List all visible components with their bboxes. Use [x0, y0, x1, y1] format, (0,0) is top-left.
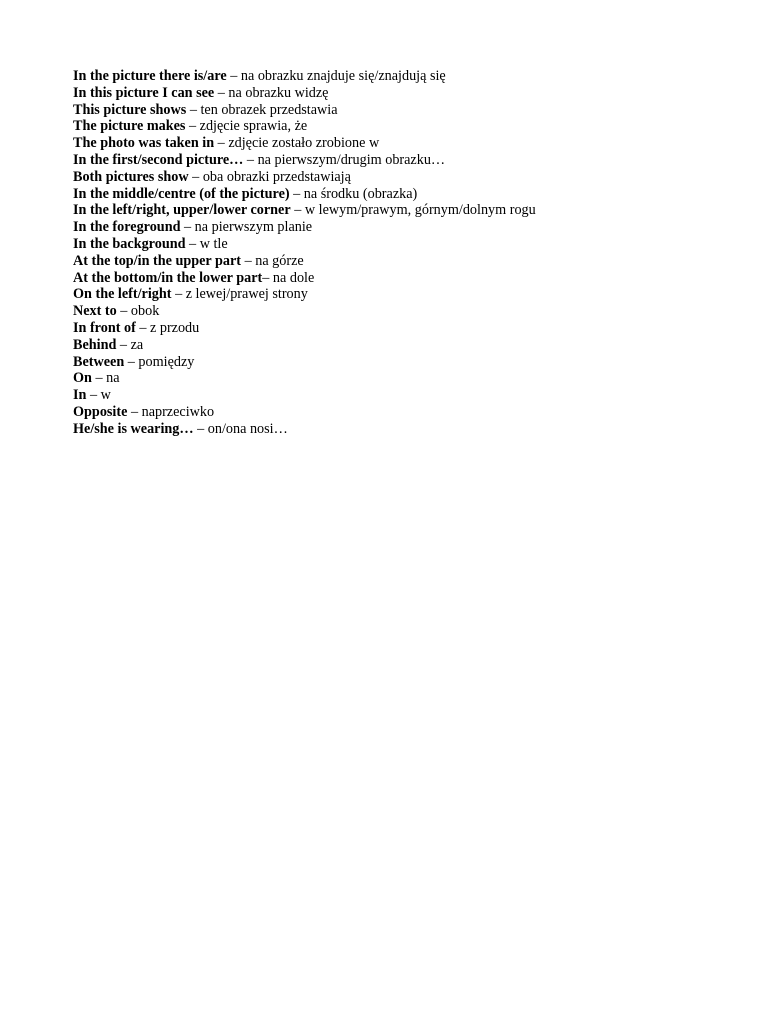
phrase-separator: –	[226, 68, 241, 84]
phrase-row	[73, 421, 536, 438]
phrase-term: In	[73, 387, 87, 404]
phrase-translation: naprzeciwko	[141, 403, 215, 420]
phrase-row	[73, 68, 536, 85]
phrase-translation: z lewej/prawej strony	[185, 286, 308, 303]
phrase-separator: –	[135, 319, 150, 336]
phrase-translation: zdjęcie sprawia, że	[199, 118, 308, 135]
phrase-row	[73, 202, 536, 219]
phrase-translation: na	[106, 370, 120, 387]
phrase-term: In the background	[73, 235, 186, 252]
phrase-term: In the picture there is/are	[73, 68, 227, 84]
phrase-term: In the left/right, upper/lower corner	[73, 202, 291, 219]
phrase-separator: –	[241, 252, 256, 269]
phrase-term: On the left/right	[73, 286, 172, 303]
phrase-row	[73, 118, 536, 135]
phrase-row	[73, 320, 536, 337]
phrase-separator: –	[188, 168, 203, 185]
phrase-term: The photo was taken in	[73, 135, 215, 152]
phrase-list	[73, 68, 536, 438]
phrase-separator: –	[180, 219, 195, 236]
phrase-translation: na obrazku znajduje się/znajdują się	[240, 68, 446, 84]
phrase-row	[73, 219, 536, 236]
phrase-translation: w lewym/prawym, górnym/dolnym rogu	[304, 202, 536, 219]
phrase-row	[73, 270, 536, 287]
phrase-separator: –	[116, 303, 131, 320]
phrase-translation: obok	[130, 303, 160, 320]
phrase-separator: –	[127, 403, 142, 420]
phrase-row	[73, 370, 536, 387]
phrase-separator: –	[214, 135, 229, 152]
phrase-translation: oba obrazki przedstawiają	[202, 168, 351, 185]
phrase-term: He/she is wearing…	[73, 420, 194, 437]
phrase-term: Both pictures show	[73, 168, 189, 185]
phrase-translation: w tle	[199, 235, 228, 252]
phrase-translation: na środku (obrazka)	[303, 185, 418, 202]
phrase-row	[73, 286, 536, 303]
phrase-row	[73, 135, 536, 152]
phrase-separator: –	[91, 370, 107, 387]
phrase-term: In the first/second picture…	[73, 151, 244, 168]
phrase-separator: –	[185, 118, 200, 135]
phrase-term: Between	[73, 353, 125, 370]
phrase-row	[73, 354, 536, 371]
phrase-row	[73, 337, 536, 354]
phrase-translation: na pierwszym planie	[194, 219, 313, 236]
phrase-term: This picture shows	[73, 101, 187, 118]
phrase-term: Behind	[73, 336, 117, 353]
phrase-translation: zdjęcie zostało zrobione w	[228, 135, 380, 152]
phrase-row	[73, 253, 536, 270]
phrase-separator: –	[290, 202, 305, 219]
phrase-separator: –	[289, 185, 304, 202]
phrase-row	[73, 169, 536, 186]
phrase-term: At the top/in the upper part	[73, 252, 242, 269]
phrase-row	[73, 404, 536, 421]
phrase-term: On	[73, 370, 92, 387]
phrase-separator: –	[124, 353, 139, 370]
phrase-row	[73, 303, 536, 320]
phrase-term: In the foreground	[73, 219, 181, 236]
phrase-row	[73, 236, 536, 253]
phrase-separator: –	[243, 151, 258, 168]
phrase-separator: –	[116, 336, 131, 353]
phrase-separator: –	[186, 101, 201, 118]
phrase-term: The picture makes	[73, 118, 186, 135]
phrase-translation: z przodu	[150, 319, 200, 336]
phrase-row	[73, 186, 536, 203]
phrase-term: In this picture I can see	[73, 84, 215, 101]
phrase-translation: pomiędzy	[138, 353, 195, 370]
phrase-separator: –	[262, 269, 273, 286]
phrase-translation: za	[130, 336, 144, 353]
phrase-row	[73, 102, 536, 119]
phrase-translation: w	[100, 387, 111, 404]
phrase-separator: –	[171, 286, 186, 303]
phrase-translation: na dole	[272, 269, 315, 286]
phrase-row	[73, 387, 536, 404]
phrase-separator: –	[193, 420, 208, 437]
phrase-separator: –	[185, 235, 200, 252]
phrase-term: In the middle/centre (of the picture)	[73, 185, 290, 202]
phrase-row	[73, 152, 536, 169]
phrase-separator: –	[214, 84, 229, 101]
phrase-translation: na pierwszym/drugim obrazku…	[257, 151, 446, 168]
phrase-term: Next to	[73, 303, 117, 320]
phrase-term: In front of	[73, 319, 136, 336]
phrase-row	[73, 85, 536, 102]
phrase-term: At the bottom/in the lower part	[73, 269, 263, 286]
phrase-translation: ten obrazek przedstawia	[200, 101, 338, 118]
phrase-translation: on/ona nosi…	[207, 420, 288, 437]
phrase-separator: –	[86, 387, 101, 404]
phrase-translation: na górze	[255, 252, 304, 269]
phrase-term: Opposite	[73, 403, 128, 420]
phrase-translation: na obrazku widzę	[228, 84, 329, 101]
